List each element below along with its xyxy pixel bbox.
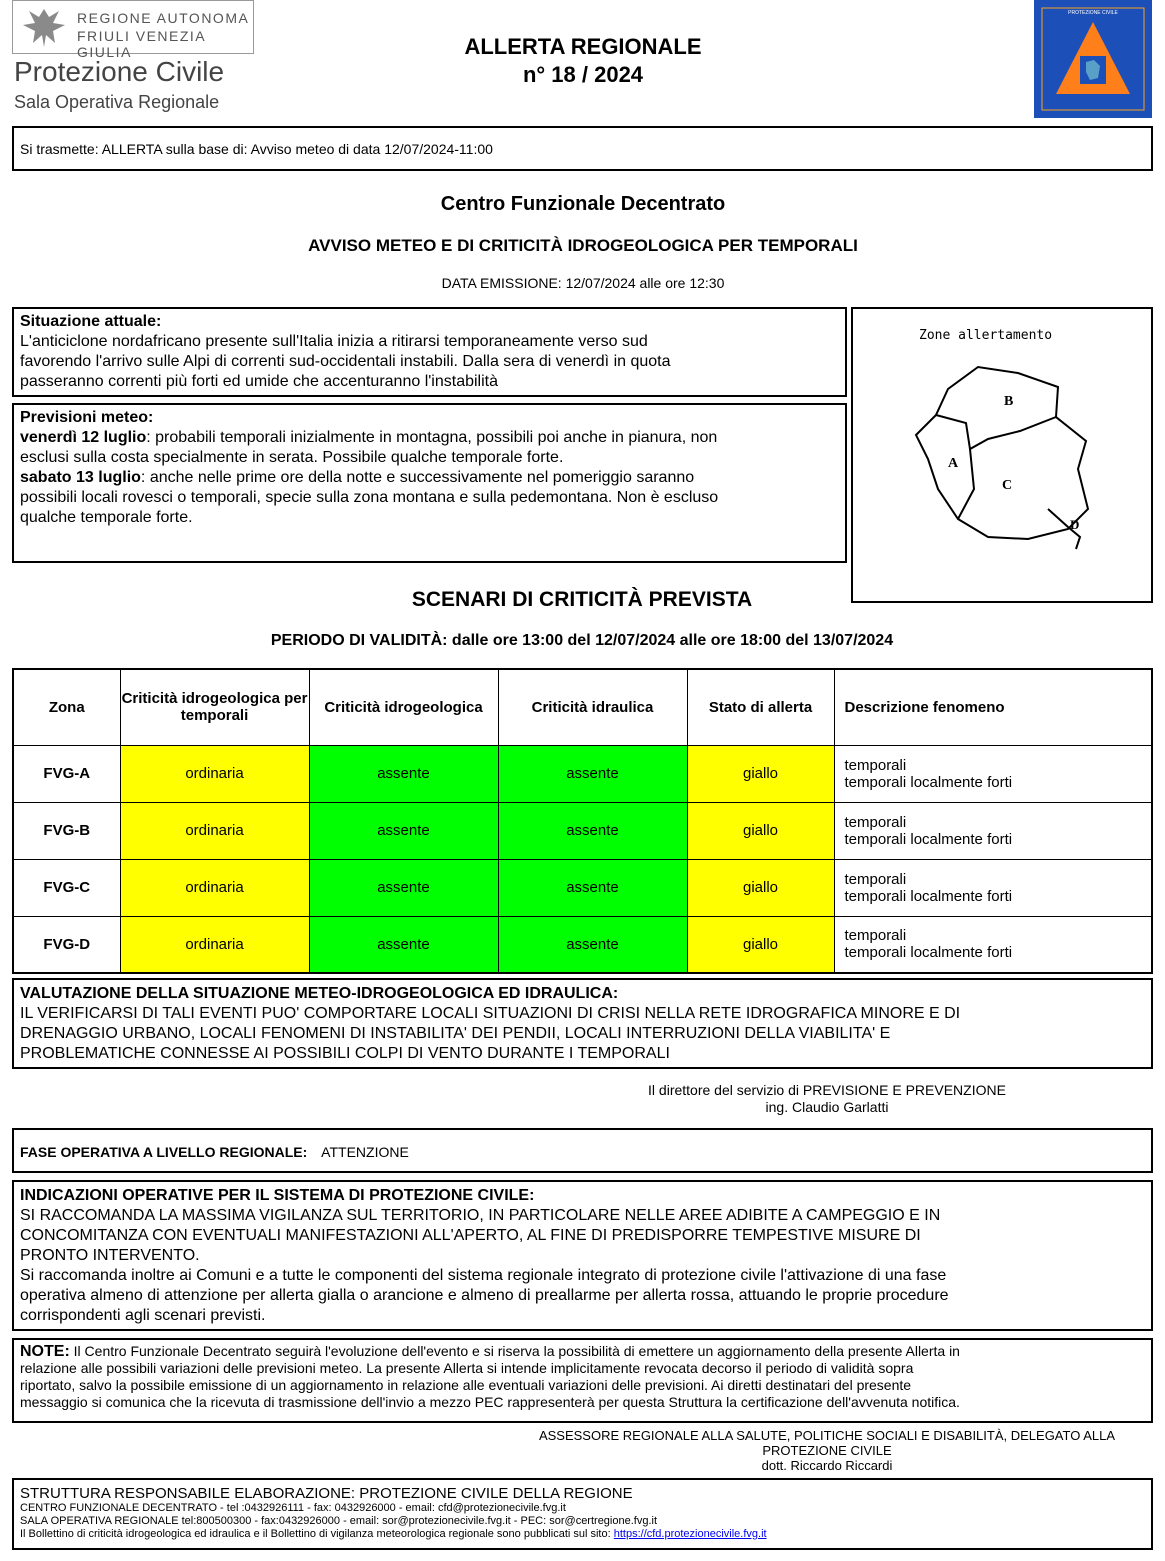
- forecast-day2-text: : anche nelle prime ore della notte e successivamente nel pomeriggio saranno: [140, 469, 695, 486]
- crit-temp-cell: ordinaria: [120, 859, 309, 916]
- stato-cell: giallo: [687, 745, 834, 802]
- assessor-signature: [477, 1428, 1165, 1473]
- emblem-label: PROTEZIONE CIVILE: [1068, 10, 1118, 16]
- eagle-icon: [19, 3, 69, 51]
- crit-temp-cell: ordinaria: [120, 802, 309, 859]
- validity-period: PERIODO DI VALIDITÀ: dalle ore 13:00 del 12/07/2024 alle ore 18:00 del 13/07/2024: [270, 632, 894, 649]
- assessor-role: ASSESSORE REGIONALE ALLA SALUTE, POLITICHE SOCIALI E DISABILITÀ, DELEGATO ALLA: [538, 1428, 1116, 1443]
- phase-value: ATTENZIONE: [321, 1144, 409, 1160]
- header-crit-idrogeo: Criticità idrogeologica: [309, 669, 498, 745]
- forecast-day2-text3: qualche temporale forte.: [20, 509, 193, 526]
- desc-cell: [834, 859, 1152, 916]
- assessor-name: dott. Riccardo Riccardi: [761, 1458, 893, 1473]
- forecast-day2-text2: possibili locali rovesci o temporali, specie sulla zona montana e sulla pedemontana. Non è escluso: [20, 489, 719, 506]
- desc-line: temporali localmente forti: [844, 830, 1013, 848]
- alert-title: ALLERTA REGIONALE: [464, 34, 702, 59]
- director-signature: [577, 1082, 1077, 1116]
- header-stato: Stato di allerta: [687, 669, 834, 745]
- situation-label: Situazione attuale:: [20, 313, 162, 330]
- table-row: [13, 859, 1152, 916]
- zone-cell: FVG-D: [13, 916, 120, 973]
- zone-label: D: [1070, 517, 1080, 532]
- director-name: ing. Claudio Garlatti: [765, 1099, 889, 1115]
- situation-line: favorendo l'arrivo sulle Alpi di correnti sud-occidentali instabili. Dalla sera di venerdì in quota: [20, 353, 671, 370]
- note-line: Il Centro Funzionale Decentrato seguirà l'evoluzione dell'evento e si riserva la possibilità di emettere un aggiornamento della presente Allerta in: [69, 1343, 960, 1359]
- zone-border-a-c: [958, 449, 974, 519]
- footer-title: STRUTTURA RESPONSABILE ELABORAZIONE: PROTEZIONE CIVILE DELLA REGIONE: [20, 1485, 633, 1502]
- desc-line: temporali localmente forti: [844, 773, 1013, 791]
- desc-cell: [834, 802, 1152, 859]
- crit-idrogeo-cell: assente: [309, 916, 498, 973]
- header-crit-idraulica: Criticità idraulica: [498, 669, 687, 745]
- stato-cell: giallo: [687, 802, 834, 859]
- evaluation-box: [12, 978, 1153, 1069]
- region-name-line1: REGIONE AUTONOMA: [77, 10, 250, 26]
- forecast-day1: venerdì 12 luglio: [20, 429, 147, 446]
- zone-border-b: [936, 415, 1056, 449]
- footer-cfd: CENTRO FUNZIONALE DECENTRATO - tel :0432926111 - fax: 0432926000 - email: cfd@protezionecivile.fvg.it: [20, 1502, 566, 1514]
- desc-line: temporali: [844, 870, 907, 888]
- indications-line: SI RACCOMANDA LA MASSIMA VIGILANZA SUL TERRITORIO, IN PARTICOLARE NELLE AREE ADIBITE A CAMPEGGIO E IN: [20, 1207, 941, 1224]
- region-logo-box: [12, 0, 254, 60]
- zone-label: B: [1004, 394, 1014, 409]
- crit-temp-cell: ordinaria: [120, 916, 309, 973]
- phase-box: [12, 1128, 1153, 1173]
- zone-cell: FVG-B: [13, 802, 120, 859]
- header-crit-temp: Criticità idrogeologica per temporali: [120, 669, 309, 745]
- header-descrizione: Descrizione fenomeno: [834, 669, 1152, 745]
- stato-cell: giallo: [687, 859, 834, 916]
- footer-bulletin: Il Bollettino di criticità idrogeologica ed idraulica e il Bollettino di vigilanza meteorologica regionale sono pubblicati sul sito:: [20, 1528, 614, 1540]
- region-outline: [916, 367, 1088, 539]
- notice-title: AVVISO METEO E DI CRITICITÀ IDROGEOLOGICA PER TEMPORALI: [308, 236, 858, 255]
- sala-operativa-subtitle: Sala Operativa Regionale: [14, 92, 220, 112]
- forecast-day1-text2: esclusi sulla costa specialmente in serata. Possibile qualche temporale forte.: [20, 449, 564, 466]
- assessor-role2: PROTEZIONE CIVILE: [762, 1443, 892, 1458]
- crit-idraulica-cell: assente: [498, 745, 687, 802]
- zone-cell: FVG-C: [13, 859, 120, 916]
- civil-protection-triangle-icon: [1034, 0, 1152, 118]
- table-row: [13, 802, 1152, 859]
- note-box: [12, 1338, 1153, 1423]
- footer-sor: SALA OPERATIVA REGIONALE tel:800500300 - fax:0432926000 - email: sor@protezionecivile.fvg.it - PEC: sor@certregione.fvg.it: [20, 1515, 658, 1527]
- indications-line: corrispondenti agli scenari previsti.: [20, 1307, 266, 1324]
- forecast-label: Previsioni meteo:: [20, 409, 154, 426]
- transmission-text: Si trasmette: ALLERTA sulla base di: Avviso meteo di data 12/07/2024-11:00: [20, 141, 493, 157]
- phase-label: FASE OPERATIVA A LIVELLO REGIONALE:: [20, 1144, 308, 1160]
- cfd-website-link[interactable]: https://cfd.protezionecivile.fvg.it: [613, 1528, 767, 1540]
- crit-idraulica-cell: assente: [498, 859, 687, 916]
- note-line: relazione alle possibili variazioni delle previsioni meteo. La presente Allerta si intende implicitamente revocata decorso il periodo di validità sopra: [20, 1360, 914, 1376]
- desc-line: temporali: [844, 927, 907, 945]
- stato-cell: giallo: [687, 916, 834, 973]
- desc-cell: [834, 745, 1152, 802]
- protezione-civile-title: Protezione Civile: [14, 56, 225, 87]
- crit-idraulica-cell: assente: [498, 802, 687, 859]
- desc-line: temporali localmente forti: [844, 944, 1013, 962]
- desc-line: temporali: [844, 756, 907, 774]
- crit-idraulica-cell: assente: [498, 916, 687, 973]
- table-header-row: [13, 669, 1152, 745]
- alert-number: n° 18 / 2024: [522, 62, 644, 87]
- director-role: Il direttore del servizio di PREVISIONE E PREVENZIONE: [648, 1082, 1006, 1098]
- scenarios-title: SCENARI DI CRITICITÀ PREVISTA: [411, 588, 753, 611]
- header-zone: Zona: [13, 669, 120, 745]
- indications-label: INDICAZIONI OPERATIVE PER IL SISTEMA DI PROTEZIONE CIVILE:: [20, 1187, 535, 1204]
- table-row: [13, 745, 1152, 802]
- transmission-box: [12, 126, 1153, 171]
- zone-label: C: [1002, 478, 1013, 493]
- forecast-box: [12, 403, 847, 563]
- crit-idrogeo-cell: assente: [309, 802, 498, 859]
- indications-line: CONCOMITANZA CON EVENTUALI MANIFESTAZIONI ALL'APERTO, AL FINE DI PREDISPORRE TEMPESTIVE MISURE DI: [20, 1227, 921, 1244]
- crit-idrogeo-cell: assente: [309, 745, 498, 802]
- forecast-day1-text: : probabili temporali inizialmente in montagna, possibili poi anche in pianura, non: [146, 429, 718, 446]
- crit-temp-cell: ordinaria: [120, 745, 309, 802]
- zone-cell: FVG-A: [13, 745, 120, 802]
- table-row: [13, 916, 1152, 973]
- evaluation-line: DRENAGGIO URBANO, LOCALI FENOMENI DI INSTABILITA' DEI PENDII, LOCALI INTERRUZIONI DELLA VIABILITA' E: [20, 1025, 891, 1042]
- zone-label: A: [948, 456, 959, 471]
- situation-box: [12, 307, 847, 397]
- desc-line: temporali localmente forti: [844, 887, 1013, 905]
- evaluation-line: IL VERIFICARSI DI TALI EVENTI PUO' COMPORTARE LOCALI SITUAZIONI DI CRISI NELLA RETE IDROGRAFICA MINORE E DI: [20, 1005, 961, 1022]
- center-name: Centro Funzionale Decentrato: [440, 193, 726, 215]
- footer-box: [12, 1478, 1153, 1550]
- desc-cell: [834, 916, 1152, 973]
- region-name-line2: FRIULI VENEZIA GIULIA: [77, 28, 206, 60]
- indications-line: PRONTO INTERVENTO.: [20, 1247, 200, 1264]
- forecast-day2: sabato 13 luglio: [20, 469, 141, 486]
- situation-line: L'anticiclone nordafricano presente sull'Italia inizia a ritirarsi temporaneamente verso sud: [20, 333, 648, 350]
- note-line: messaggio si comunica che la ricevuta di trasmissione dell'invio a mezzo PEC rappresenterà per questa Struttura la certificazione dell'avvenuta notifica.: [20, 1394, 960, 1410]
- protezione-civile-emblem: [1034, 0, 1152, 118]
- evaluation-label: VALUTAZIONE DELLA SITUAZIONE METEO-IDROGEOLOGICA ED IDRAULICA:: [20, 985, 619, 1002]
- zone-map: [908, 359, 1108, 559]
- indications-line: Si raccomanda inoltre ai Comuni e a tutte le componenti del sistema regionale integrato di protezione civile l'attivazione di una fase: [20, 1267, 947, 1284]
- desc-line: temporali: [844, 813, 907, 831]
- zone-map-title: Zone allertamento: [919, 328, 1053, 343]
- indications-line: operativa almeno di attenzione per allerta gialla o arancione e almeno di preallarme per allerta rossa, attuando le proprie procedure: [20, 1287, 949, 1304]
- note-line: riportato, salvo la possibile emissione di un aggiornamento in relazione alle eventuali variazioni delle previsioni. Ai diretti destinatari del presente: [20, 1377, 912, 1393]
- emission-date: DATA EMISSIONE: 12/07/2024 alle ore 12:30: [441, 275, 725, 291]
- scenarios-table: [12, 668, 1153, 974]
- evaluation-line: PROBLEMATICHE CONNESSE AI POSSIBILI COLPI DI VENTO DURANTE I TEMPORALI: [20, 1045, 670, 1062]
- region-logo: [12, 0, 257, 118]
- situation-line: passeranno correnti più forti ed umide che accenturanno l'instabilità: [20, 373, 498, 390]
- crit-idrogeo-cell: assente: [309, 859, 498, 916]
- indications-box: [12, 1180, 1153, 1331]
- zone-map-box: [851, 307, 1153, 603]
- note-label: NOTE:: [20, 1343, 70, 1360]
